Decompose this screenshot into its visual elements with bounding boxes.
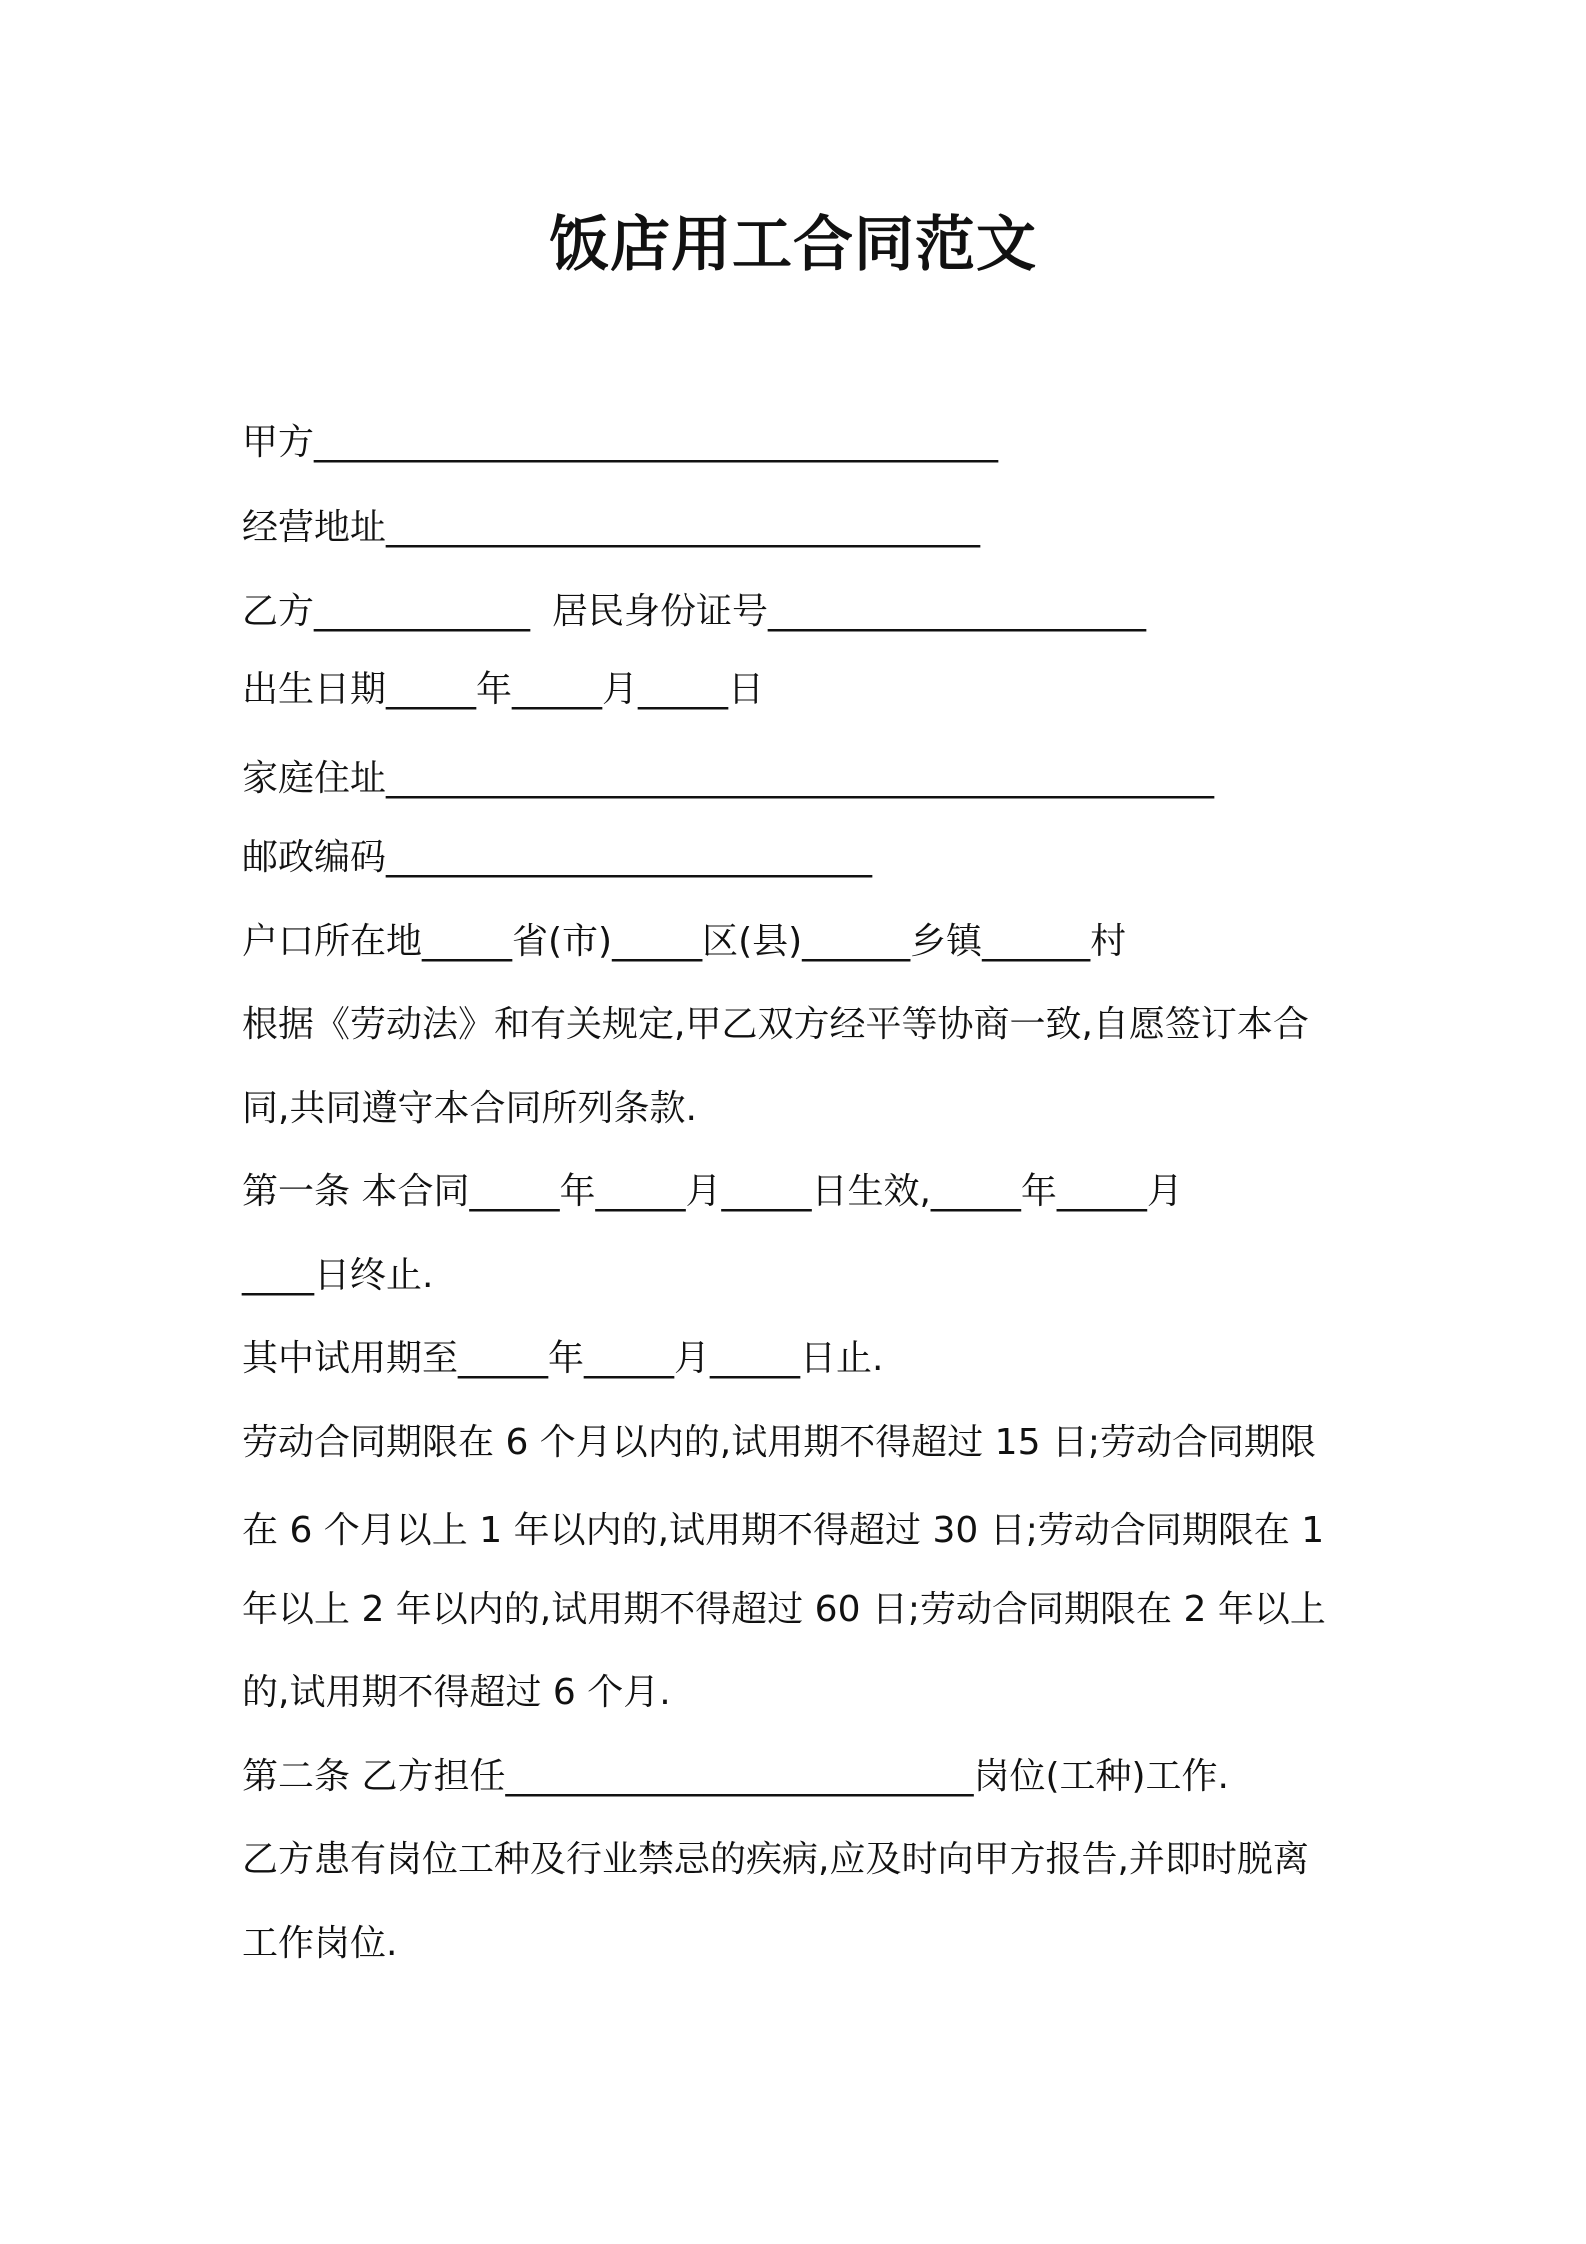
party-b-name: 乙方____________: [242, 591, 531, 632]
article-2-line: 第二条 乙方担任__________________________岗位(工种)工作.: [242, 1756, 1229, 1797]
party-a-line: 甲方______________________________________: [242, 422, 998, 463]
preamble-line-1: 根据《劳动法》和有关规定,甲乙双方经平等协商一致,自愿签订本合: [242, 1004, 1309, 1045]
birth-date-line: 出生日期_____年_____月_____日: [242, 669, 765, 710]
probation-rule-line-4: 的,试用期不得超过 6 个月.: [242, 1672, 671, 1713]
probation-line: 其中试用期至_____年_____月_____日止.: [242, 1338, 884, 1379]
household-registration-line: 户口所在地_____省(市)_____区(县)______乡镇______村: [242, 921, 1127, 962]
postal-code-line: 邮政编码___________________________: [242, 837, 873, 878]
disease-clause-line-2: 工作岗位.: [242, 1923, 398, 1964]
disease-clause-line-1: 乙方患有岗位工种及行业禁忌的疾病,应及时向甲方报告,并即时脱离: [242, 1839, 1309, 1880]
probation-rule-line-3: 年以上 2 年以内的,试用期不得超过 60 日;劳动合同期限在 2 年以上: [242, 1589, 1326, 1630]
article-1-line-2: ____日终止.: [242, 1255, 434, 1296]
party-b-line: [242, 587, 1146, 637]
id-number: 居民身份证号_____________________: [552, 591, 1147, 632]
preamble-line-2: 同,共同遵守本合同所列条款.: [242, 1088, 697, 1129]
document-title: 饭店用工合同范文: [549, 210, 1037, 280]
article-1-line-1: 第一条 本合同_____年_____月_____日生效,_____年_____月: [242, 1171, 1183, 1212]
probation-rule-line-2: 在 6 个月以上 1 年以内的,试用期不得超过 30 日;劳动合同期限在 1: [242, 1510, 1325, 1551]
probation-rule-line-1: 劳动合同期限在 6 个月以内的,试用期不得超过 15 日;劳动合同期限: [242, 1422, 1317, 1463]
business-address-line: 经营地址_________________________________: [242, 507, 981, 548]
home-address-line: 家庭住址______________________________________________: [242, 758, 1215, 799]
